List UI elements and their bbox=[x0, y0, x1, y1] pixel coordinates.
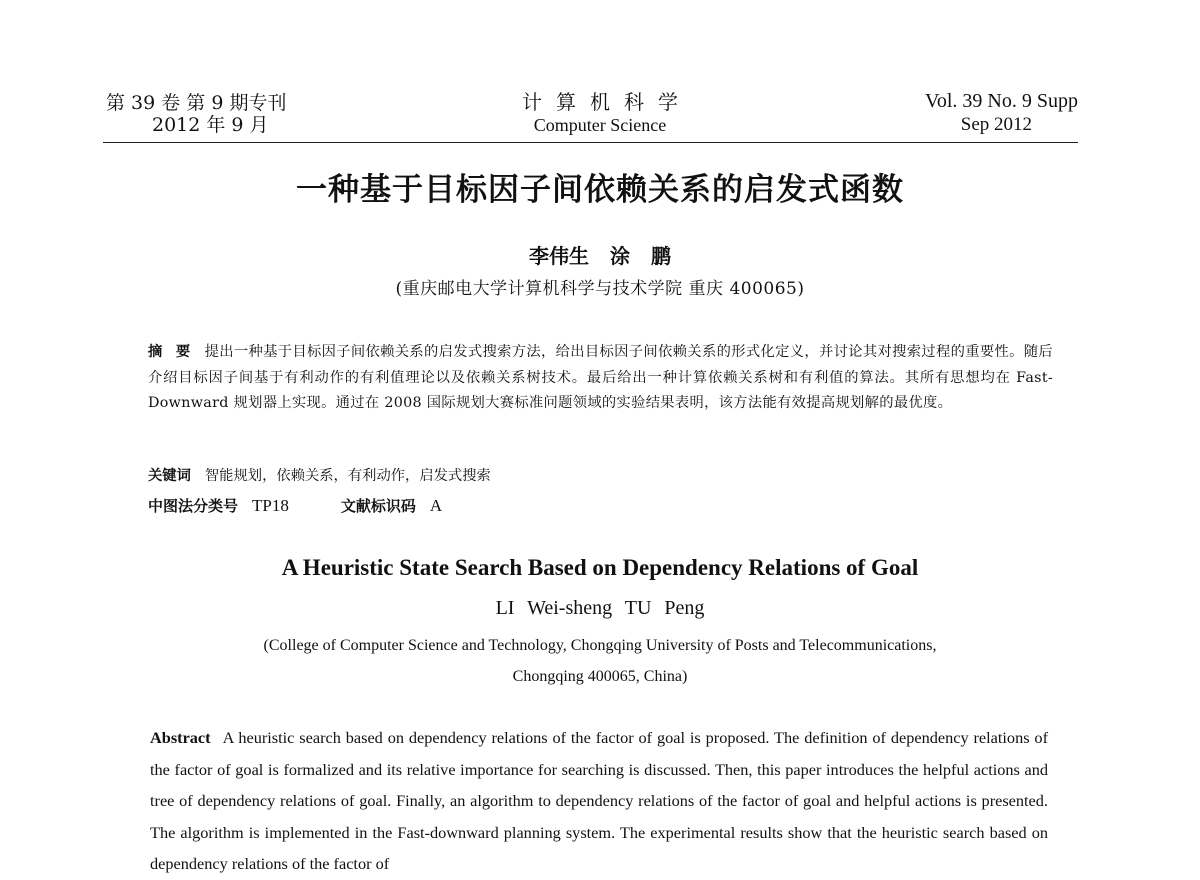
affiliation-en-line2: Chongqing 400065, China) bbox=[512, 668, 688, 685]
journal-name-en: Computer Science bbox=[533, 115, 667, 135]
journal-volume-en bbox=[925, 90, 1078, 136]
doc-code-value: A bbox=[429, 496, 443, 515]
affiliation-en bbox=[0, 630, 1200, 692]
classification bbox=[148, 495, 494, 516]
paper-title-cn: 一种基于目标因子间依赖关系的启发式函数 bbox=[296, 172, 904, 208]
abstract-en bbox=[150, 722, 1048, 880]
keywords-cn-label: 关键词 bbox=[148, 468, 191, 484]
abstract-cn bbox=[148, 340, 1053, 417]
affiliation-en-line1: (College of Computer Science and Technology, Chongqing University of Posts and Telecommunications, bbox=[263, 637, 937, 654]
journal-name-cn: 计算机科学 bbox=[522, 90, 692, 114]
issue-date: 2012 年 9 月 bbox=[152, 114, 269, 136]
paper-title-en: A Heuristic State Search Based on Dependency Relations of Goal bbox=[281, 555, 919, 580]
authors-en: LI Wei-sheng TU Peng bbox=[495, 597, 705, 619]
volume-issue: 第 39 卷 第 9 期专刊 bbox=[106, 92, 287, 114]
keywords-cn-text: 智能规划，依赖关系，有利动作，启发式搜索 bbox=[204, 468, 491, 484]
abstract-cn-label: 摘 要 bbox=[148, 344, 191, 360]
header-rule bbox=[103, 142, 1078, 143]
abstract-en-text: A heuristic search based on dependency relations of the factor of goal is proposed. The definition of dependency relations of the factor of goal is formalized and its relative importance for searching is discussed. Then, this paper introduces the helpful actions and tree of dependency relations of goal. Finally, an algorithm to dependency relations of the factor of goal and helpful actions is presented. The algorithm is implemented in the Fast-downward planning system. The experimental results show that the heuristic search based on dependency relations of the factor of bbox=[150, 728, 1048, 873]
abstract-en-label: Abstract bbox=[150, 728, 211, 747]
keywords-cn bbox=[148, 465, 491, 485]
doc-code-label: 文献标识码 bbox=[340, 497, 416, 515]
date-en: Sep 2012 bbox=[960, 114, 1032, 135]
abstract-cn-text: 提出一种基于目标因子间依赖关系的启发式搜索方法，给出目标因子间依赖关系的形式化定义，并讨论其对搜索过程的重要性。随后介绍目标因子间基于有利动作的有利值理论以及依赖关系树技术。最后给出一种计算依赖关系树和有利值的算法。其所有思想均在 Fast-Downward 规划器上实现。通过在 2008 国际规划大赛标准问题领域的实验结果表明，该方法能有效提高规划解的最优度。 bbox=[148, 344, 1053, 411]
volume-en: Vol. 39 No. 9 Supp bbox=[925, 90, 1078, 112]
clc-label: 中图法分类号 bbox=[148, 497, 239, 515]
affiliation-cn: (重庆邮电大学计算机科学与技术学院 重庆 400065) bbox=[395, 279, 805, 299]
clc-value: TP18 bbox=[252, 496, 289, 515]
authors-cn: 李伟生 涂 鹏 bbox=[529, 244, 671, 268]
